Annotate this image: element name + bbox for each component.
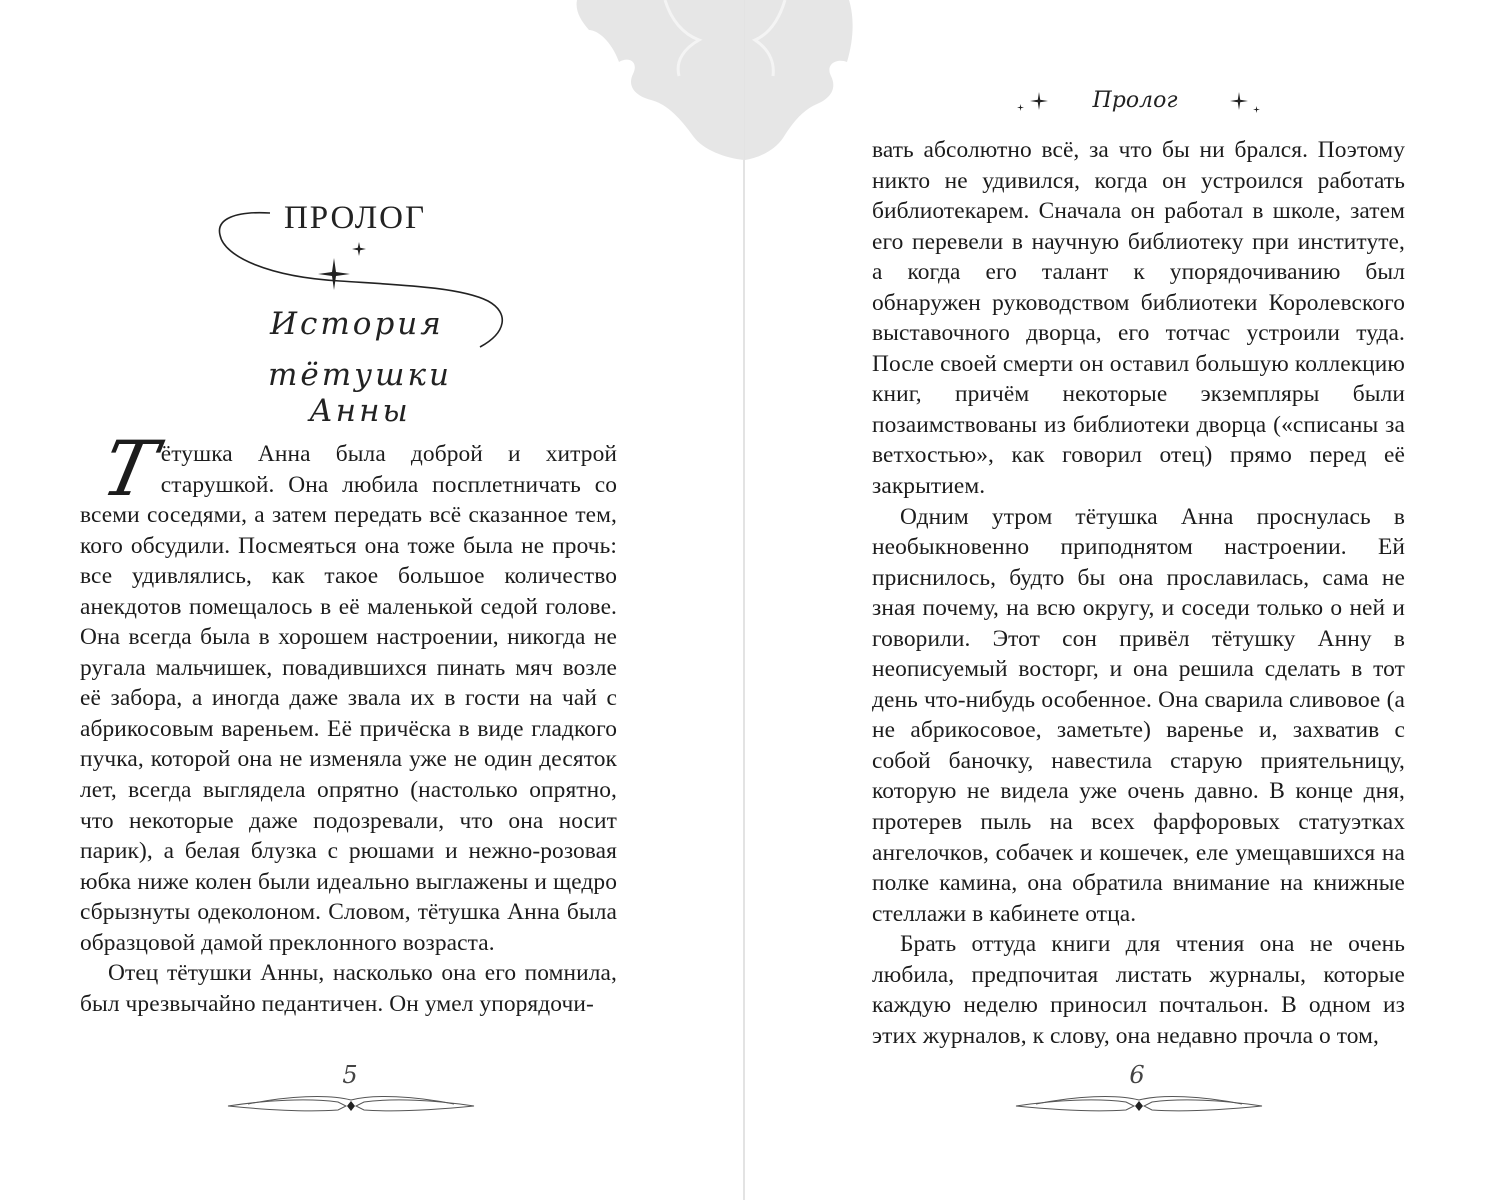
drop-cap: Т	[94, 424, 165, 513]
book-gutter	[743, 0, 745, 1200]
paragraph: Брать оттуда книги для чтения она не очень любила, предпочитая листать журналы, которые каждую неделю приносил почтальон. В одном из этих журналов, к слову, она недавно прочла о том,	[872, 931, 1405, 1049]
star-icon	[1030, 92, 1048, 110]
corner-ornament-left	[575, 0, 744, 160]
star-icon	[1017, 104, 1024, 111]
chapter-subtitle-line-1: История	[270, 306, 444, 342]
corner-ornament-right	[745, 0, 855, 160]
footer-flourish	[1016, 1092, 1262, 1114]
paragraph: Отец тётушки Анны, насколько она его помнила, был чрезвычайно педантичен. Он умел упорядочи-	[80, 960, 617, 1017]
chapter-title: ПРОЛОГ	[283, 200, 427, 236]
star-icon	[1230, 92, 1248, 110]
paragraph	[80, 424, 617, 958]
paragraph-text: ётушка Анна была доброй и хитрой старушкой. Она любила посплетничать со всеми соседями, а затем передать всё сказанное тем, кого обсудили. Посмеяться она тоже была не прочь: все удивлялись, как такое большое количество анекдотов помещалось в её маленькой седой голове. Она всегда была в хорошем настроении, никогда не ругала мальчишек, повадившихся пинать мяч возле её забора, а иногда даже звала их в гости на чай с абрикосовым вареньем. Её причёска в виде гладкого пучка, которой она не изменяла уже не один десяток лет, всегда выглядела опрятно (настолько опрятно, что некоторые даже подозревали, что она носит парик), а белая блузка с рюшами и нежно-розовая юбка ниже колен были идеально выглажены и щедро сбрызнуты одеколоном. Словом, тётушка Анна была образцовой дамой преклонного возраста.	[80, 441, 617, 956]
chapter-subtitle-line-2: тётушки Анны	[268, 357, 452, 429]
paragraph: вать абсолютно всё, за что бы ни брался. Поэтому никто не удивился, когда он устроился работать библиотекарем. Сначала он работал в школе, затем его перевели в научную библиотеку при институте, а когда его талант к упорядочиванию был обнаружен руководством библиотеки Королевского выставочного дворца, его тотчас устроили туда. После своей смерти он оставил большую коллекцию книг, причём некоторые экземпляры были позаимствованы из библиотеки дворца («списаны за ветхостью», как говорил отец) прямо перед её закрытием.	[872, 137, 1405, 500]
star-icon	[352, 242, 366, 256]
page-number: 5	[342, 1061, 358, 1089]
star-icon	[318, 258, 350, 290]
page-number: 6	[1129, 1061, 1145, 1089]
right-page-body	[872, 135, 1405, 1051]
paragraph: Одним утром тётушка Анна проснулась в необыкновенно приподнятом настроении. Ей приснилось, будто бы она прославилась, сама не зная почему, на всю округу, и соседи только о ней и говорили. Этот сон привёл тётушку Анну в неописуемый восторг, и она решила сделать в тот день что-нибудь особенное. Она сварила сливовое (а не абрикосовое, заметьте) варенье и, захватив с собой баночку, навестила старую приятельницу, которую не видела уже очень давно. В конце дня, протерев пыль на всех фарфоровых статуэтках ангелочков, собачек и кошечек, еле умещавшихся на полке камина, она обратила внимание на книжные стеллажи в кабинете отца.	[872, 503, 1405, 927]
left-page-body	[80, 424, 617, 1019]
star-icon	[1253, 106, 1260, 113]
running-head: Пролог	[1092, 88, 1178, 113]
footer-flourish	[228, 1092, 474, 1114]
